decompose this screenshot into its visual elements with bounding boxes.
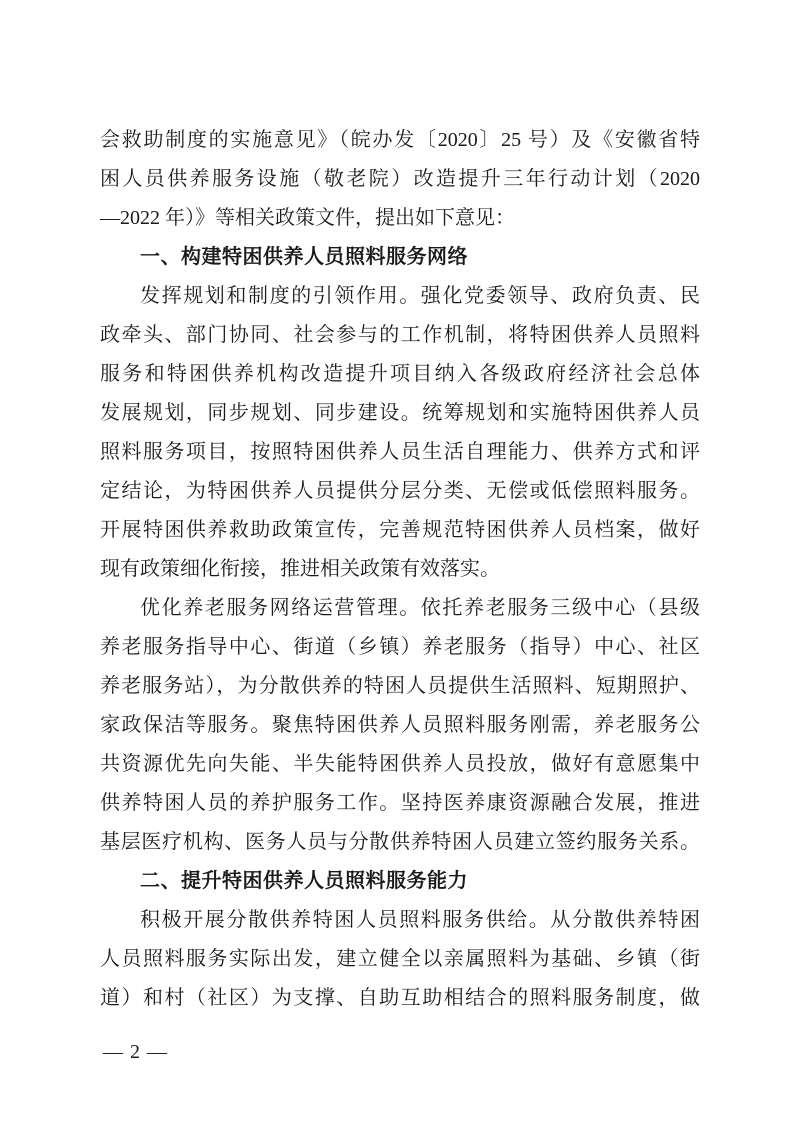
document-body [100, 121, 700, 1018]
text-line: 会救助制度的实施意见》（皖办发〔2020〕25 号）及《安徽省特 [100, 129, 700, 151]
text-line: 政牵头、部门协同、社会参与的工作机制，将特困供养人员照料 [100, 324, 700, 346]
page-number: — 2 — [103, 1041, 168, 1063]
text-line: 困人员供养服务设施（敬老院）改造提升三年行动计划（2020 [100, 168, 700, 190]
text-line: 开展特困供养救助政策宣传，完善规范特困供养人员档案，做好 [100, 519, 700, 541]
text-line: 定结论，为特困供养人员提供分层分类、无偿或低偿照料服务。 [100, 480, 700, 502]
text-line: 共资源优先向失能、半失能特困供养人员投放，做好有意愿集中 [100, 753, 700, 775]
text-line: 发挥规划和制度的引领作用。强化党委领导、政府负责、民 [140, 285, 700, 307]
text-line: 家政保洁等服务。聚焦特困供养人员照料服务刚需，养老服务公 [100, 714, 700, 736]
text-line: 发展规划，同步规划、同步建设。统筹规划和实施特困供养人员 [100, 402, 700, 424]
text-line: 供养特困人员的养护服务工作。坚持医养康资源融合发展，推进 [100, 792, 700, 814]
text-line: 优化养老服务网络运营管理。依托养老服务三级中心（县级 [140, 597, 700, 619]
text-line: 基层医疗机构、医务人员与分散供养特困人员建立签约服务关系。 [100, 831, 700, 853]
section-heading: 一、构建特困供养人员照料服务网络 [140, 246, 468, 268]
text-line: —2022 年）》等相关政策文件，提出如下意见： [100, 207, 515, 229]
text-line: 养老服务站），为分散供养的特困人员提供生活照料、短期照护、 [100, 675, 700, 697]
section-heading: 二、提升特困供养人员照料服务能力 [140, 870, 468, 892]
text-line: 养老服务指导中心、街道（乡镇）养老服务（指导）中心、社区 [100, 636, 700, 658]
text-line: 道）和村（社区）为支撑、自助互助相结合的照料服务制度，做 [100, 987, 700, 1009]
text-line: 人员照料服务实际出发，建立健全以亲属照料为基础、乡镇（街 [100, 948, 700, 970]
text-line: 服务和特困供养机构改造提升项目纳入各级政府经济社会总体 [100, 363, 700, 385]
text-line: 照料服务项目，按照特困供养人员生活自理能力、供养方式和评 [100, 441, 700, 463]
text-line: 现有政策细化衔接，推进相关政策有效落实。 [100, 558, 500, 580]
text-line: 积极开展分散供养特困人员照料服务供给。从分散供养特困 [140, 909, 700, 931]
